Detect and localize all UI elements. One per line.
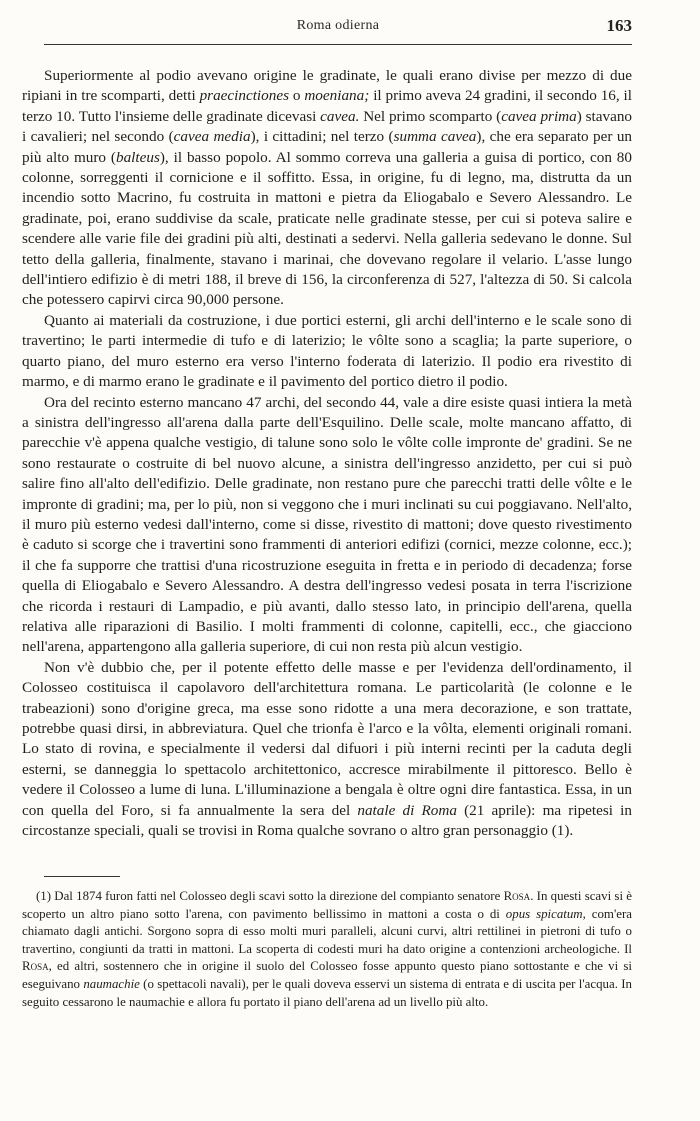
text-run: , com'era chiamato dagli antichi. Sorgono sopra di esso molti muri paralleli, alcuni curvi, altri rettilinei in pietroni di tufo o travertino, congiunti da tratti in mattoni. La scoperta di codesti muri ha dato origine a contenzioni archeologiche. Il: [22, 906, 633, 956]
running-header: [44, 14, 632, 42]
text-run: ) stavano i cavalieri; nel secondo (: [22, 107, 633, 146]
text-run: (1) Dal 1874 furon fatti nel Colosseo degli scavi sotto la direzione del compianto senatore: [36, 889, 504, 903]
text-run: Nel primo scomparto (: [359, 107, 502, 125]
page-number: 163: [606, 16, 632, 35]
footnote-text: [22, 888, 632, 1011]
small-caps-name: Rosa: [503, 889, 531, 903]
paragraph-recinto: Ora del recinto esterno mancano 47 archi, del secondo 44, vale a dire esiste quasi intiera la metà a sinistra dell'ingresso all'arena dalla parte dell'Esquilino. Delle scale, molte mancano affatto, di parecchie v'è appena qualche vestigio, di talune sono solo le vôlte colle impronte de' gradini. Se ne sono restaurate o costruite di bel nuovo alcune, a sinistra dell'ingresso anzidetto, per cui si può salire fino all'alto dell'edifizio. Delle gradinate, non restano pure che parecchi tratti delle vôlte e le impronte di gradini; ma, per lo più, non si veggono che i muri inclinati su cui poggiavano. Nell'alto, il muro più esterno vedesi dall'interno, come si disse, rivestito di mattoni; dove questo rivestimento è caduto si scorge che i travertini sono frammenti di anteriori edifizi (cornici, mezze colonne, ecc.); il che fa supporre che trattisi d'una ricostruzione eseguita in fretta e in periodo di decadenza; forse quella di Eliogabalo e Severo Alessandro. A destra dell'ingresso vedesi posata in terra l'iscrizione che ricorda i restauri di Lampadio, e più avanti, dallo stesso lato, in principio dell'arena, quella relativa alle riparazioni di Basilio. I molti frammenti di colonne, capitelli, ecc., che giacciono nell'arena, appartengono alla galleria superiore, di cui non resta più alcun vestigio.: [22, 393, 632, 656]
footnote-rule: [44, 876, 120, 877]
paragraph-materiali: Quanto ai materiali da costruzione, i due portici esterni, gli archi dell'interno e le scale sono di travertino; le parti intermedie di tufo e di laterizio; le vôlte sono a scaglia; la parte superiore, o quarto piano, del muro esterno era verso l'interno foderata di laterizio. Il podio era rivestito di marmo, e di marmo erano le gradinate e il pavimento del portico dietro il podio.: [22, 311, 632, 391]
main-text: [22, 66, 632, 841]
italic-term: naumachie: [83, 976, 140, 991]
text-run: , ed altri, sostennero che in origine il suolo del Colosseo fosse appunto questo piano sottostante e che vi si eseguivano: [22, 959, 632, 991]
italic-term: cavea media: [173, 128, 251, 146]
text-run: il primo aveva 24 gradini, il secondo 16, il terzo 10. Tutto l'insieme delle gradinate dicevasi: [22, 87, 633, 125]
italic-term: cavea prima: [501, 107, 577, 125]
italic-term: natale di Roma: [357, 801, 457, 819]
text-run: (21 aprile): ma ripetesi in circostanze speciali, quali se trovisi in Roma qualche sovrano o altro gran personaggio (1).: [22, 801, 632, 840]
italic-term: moeniana;: [304, 87, 370, 105]
footnote: [22, 888, 632, 1011]
italic-term: balteus: [115, 148, 160, 166]
italic-term: summa cavea: [393, 128, 477, 146]
text-run: o: [288, 87, 305, 105]
text-run: Superiormente al podio avevano origine le gradinate, le quali erano divise per mezzo di due ripiani in tre scomparti, detti: [22, 67, 632, 105]
text-run: ), il basso popolo. Al sommo correva una galleria a guisa di portico, con 80 colonne, sorreggenti il cornicione e il soffitto. Essa, in origine, fu di legno, ma, distrutta da un incendio sotto Macrino, fu costruita in mattoni e pietra da Eliogabalo e Severo Alessandro. Le gradinate, poi, erano suddivise da scale, praticate nelle gradinate stesse, per cui si poteva salire e scendere alle varie file dei gradini più alti, destinati a sedervi. Nella galleria sedevano le donne. Sul tetto della galleria, finalmente, stavano i marinai, che dovevano regolare il velario. L'asse lungo dell'intiero edifizio è di metri 188, il breve di 156, la circonferenza di 527, l'altezza di 50. Si calcola che potessero capirvi circa 90,000 persone.: [22, 148, 632, 309]
italic-term: cavea.: [320, 107, 360, 125]
paragraph-gradinate: [22, 66, 632, 311]
text-run: Non v'è dubbio che, per il potente effetto delle masse e per l'evidenza dell'ordinamento, il Colosseo costituisca il capolavoro dell'architettura romana. Le particolarità (le colonne e le trabeazioni) sono d'origine greca, ma esse sono ridotte a una mera decorazione, e son trattate, potrebbe quasi dirsi, in abbreviatura. Quel che trionfa è l'arco e la vôlta, elementi originali romani. Lo stato di rovina, e specialmente il vedersi dal difuori i più interni recinti per la caduta degli esterni, se danneggia lo spettacolo architettonico, accresce mirabilmente il pittoresco. Bello è vedere il Colosseo a lume di luna. L'illuminazione a bengala è oltre ogni dire fantastica. Essa, in un con quella del Foro, si fa annualmente la sera del: [22, 658, 632, 819]
text-run: . In questi scavi si è scoperto un altro piano sotto l'arena, con pavimento bellissimo in mattoni a costa o di: [22, 889, 632, 921]
paragraph-capolavoro: [22, 658, 632, 842]
text-run: (o spettacoli navali), per le quali doveva esservi un sistema di entrata e di uscita per l'acqua. In seguito cessarono le naumachie e allora fu portato il piano dell'arena ad un livello più alto.: [22, 976, 632, 1009]
italic-term: opus spicatum: [505, 906, 583, 921]
header-rule: [44, 44, 632, 45]
text-run: ), che era separato per un più alto muro (: [22, 128, 633, 166]
italic-term: praecinctiones: [199, 87, 289, 105]
running-title: Roma odierna: [296, 18, 380, 33]
text-run: ), i cittadini; nel terzo (: [250, 128, 394, 146]
small-caps-name: Rosa: [22, 959, 49, 974]
